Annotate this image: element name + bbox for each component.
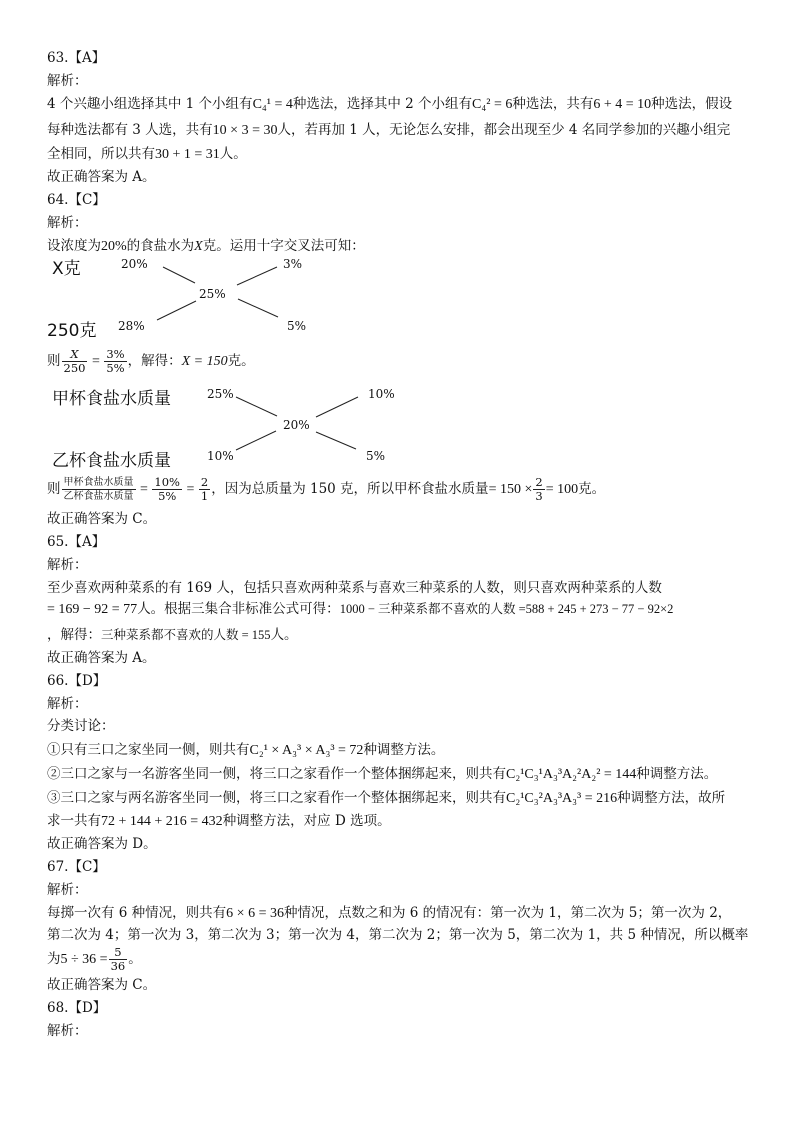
cross1-bottom-left-label: 250克	[47, 321, 97, 341]
fraction-2-over-1: $\frac{2}{1}$	[200, 475, 209, 503]
q65-heading: 65.【A】	[47, 534, 106, 550]
q64-line-1: 设浓度为20%的食盐水为X克。运用十字交叉法可知：	[47, 238, 365, 254]
q67-answer: 故正确答案为 C。	[47, 977, 157, 993]
q66-analysis-label: 解析：	[47, 696, 88, 712]
q63-analysis-label: 解析：	[47, 73, 88, 89]
cross1-top-left-value: 20%	[121, 257, 148, 271]
q63-line-2: 每种选法都有 3 人选，共有10 × 3 = 30人，若再加 1 人，无论怎么安排，都会出现至少 4 名同学参加的兴趣小组完	[47, 122, 731, 138]
q66-answer: 故正确答案为 D。	[47, 836, 157, 852]
fraction-jia-over-yi: $\frac{\text{甲杯食盐水质量}}{\text{乙杯食盐水质量}}$	[63, 477, 134, 502]
fraction-2-over-3: $\frac{2}{3}$	[535, 475, 543, 503]
q67-line-1: 每掷一次有 6 种情况，则共有6 × 6 = 36种情况，点数之和为 6 的情况有：第一次为 1，第二次为 5；第一次为 2，	[47, 905, 732, 921]
q66-case-3: ③三口之家与两名游客坐同一侧，将三口之家看作一个整体捆绑起来，则共有C₂¹C₃²A₃³A₃³ = 216种调整方法，故所	[47, 790, 726, 806]
q63-heading: 63.【A】	[47, 50, 106, 66]
q65-line-1: 至少喜欢两种菜系的有 169 人，包括只喜欢两种菜系与喜欢三种菜系的人数，则只喜欢两种菜系的人数	[47, 580, 662, 596]
q63-answer: 故正确答案为 A。	[47, 169, 156, 185]
cross-method-diagram-1	[0, 250, 800, 340]
cross1-center-value: 25%	[199, 287, 226, 301]
q65-analysis-label: 解析：	[47, 557, 88, 573]
fraction-5-over-36: $\frac{5}{36}$	[110, 945, 126, 973]
q66-intro: 分类讨论：	[47, 718, 115, 734]
q65-answer: 故正确答案为 A。	[47, 650, 156, 666]
q64-analysis-label: 解析：	[47, 215, 88, 231]
cross2-center-value: 20%	[283, 418, 310, 432]
cross2-top-left-label: 甲杯食盐水质量	[52, 389, 171, 409]
q67-line-2: 第二次为 4；第一次为 3，第二次为 3；第一次为 4，第二次为 2；第一次为 5，第二次为 1，共 5 种情况，所以概率	[47, 927, 749, 943]
cross2-bottom-right-value: 5%	[366, 449, 386, 463]
q66-total: 求一共有72 + 144 + 216 = 432种调整方法，对应 D 选项。	[47, 813, 391, 829]
cross-method-diagram-2	[0, 380, 800, 470]
q67-line-3: 为5 ÷ 36 = $\frac{5}{36}$ 。	[47, 945, 142, 973]
q66-case-1: ①只有三口之家坐同一侧，则共有C₂¹ × A₃³ × A₃³ = 72种调整方法。	[47, 742, 445, 758]
q64-answer: 故正确答案为 C。	[47, 511, 157, 527]
q68-heading: 68.【D】	[47, 1000, 107, 1016]
cross2-bottom-left-label: 乙杯食盐水质量	[52, 451, 171, 471]
q66-heading: 66.【D】	[47, 673, 107, 689]
fraction-x-over-250: $\frac{X}{250}$	[63, 347, 86, 375]
cross1-top-right-value: 3%	[283, 257, 303, 271]
q68-analysis-label: 解析：	[47, 1023, 88, 1039]
cross1-bottom-right-value: 5%	[287, 319, 307, 333]
cross1-bottom-left-value: 28%	[118, 319, 145, 333]
q65-line-3: ，解得：三种菜系都不喜欢的人数 = 155人。	[47, 627, 298, 643]
q64-heading: 64.【C】	[47, 192, 106, 208]
q67-heading: 67.【C】	[47, 859, 106, 875]
q65-line-2: = 169 − 92 = 77人。根据三集合非标准公式可得：1000 − 三种菜系都不喜欢的人数 =588 + 245 + 273 − 77 − 92×2	[47, 601, 674, 617]
q63-line-1: 4 个兴趣小组选择其中 1 个小组有C₄¹ = 4种选法，选择其中 2 个小组有C₄² = 6种选法，共有6 + 4 = 10种选法，假设	[47, 96, 733, 112]
q64-line-3: 则 $\frac{\text{甲杯食盐水质量}}{\text{乙杯食盐水质量}}$ = $\frac{10\%}{5\%}$ = $\frac{2}{1}$ ，因为总质量为 150 克，所以甲杯食盐水质量= 150 × $\frac{2}{3}$ = 100克。	[47, 475, 606, 503]
q66-case-2: ②三口之家与一名游客坐同一侧，将三口之家看作一个整体捆绑起来，则共有C₂¹C₃¹A₃³A₂²A₂² = 144种调整方法。	[47, 766, 718, 782]
cross2-top-right-value: 10%	[368, 387, 395, 401]
cross2-top-left-value: 25%	[207, 387, 234, 401]
fraction-3-over-5: $\frac{3\%}{5\%}$	[106, 347, 125, 375]
cross1-top-left-label: X克	[52, 259, 81, 279]
q63-line-3: 全相同，所以共有30 + 1 = 31人。	[47, 146, 247, 162]
fraction-10-over-5: $\frac{10\%}{5\%}$	[154, 475, 180, 503]
q67-analysis-label: 解析：	[47, 882, 88, 898]
cross2-bottom-left-value: 10%	[207, 449, 234, 463]
q64-line-2: 则 $\frac{X}{250}$ = $\frac{3\%}{5\%}$ ，解得：X = 150克。	[47, 347, 255, 375]
